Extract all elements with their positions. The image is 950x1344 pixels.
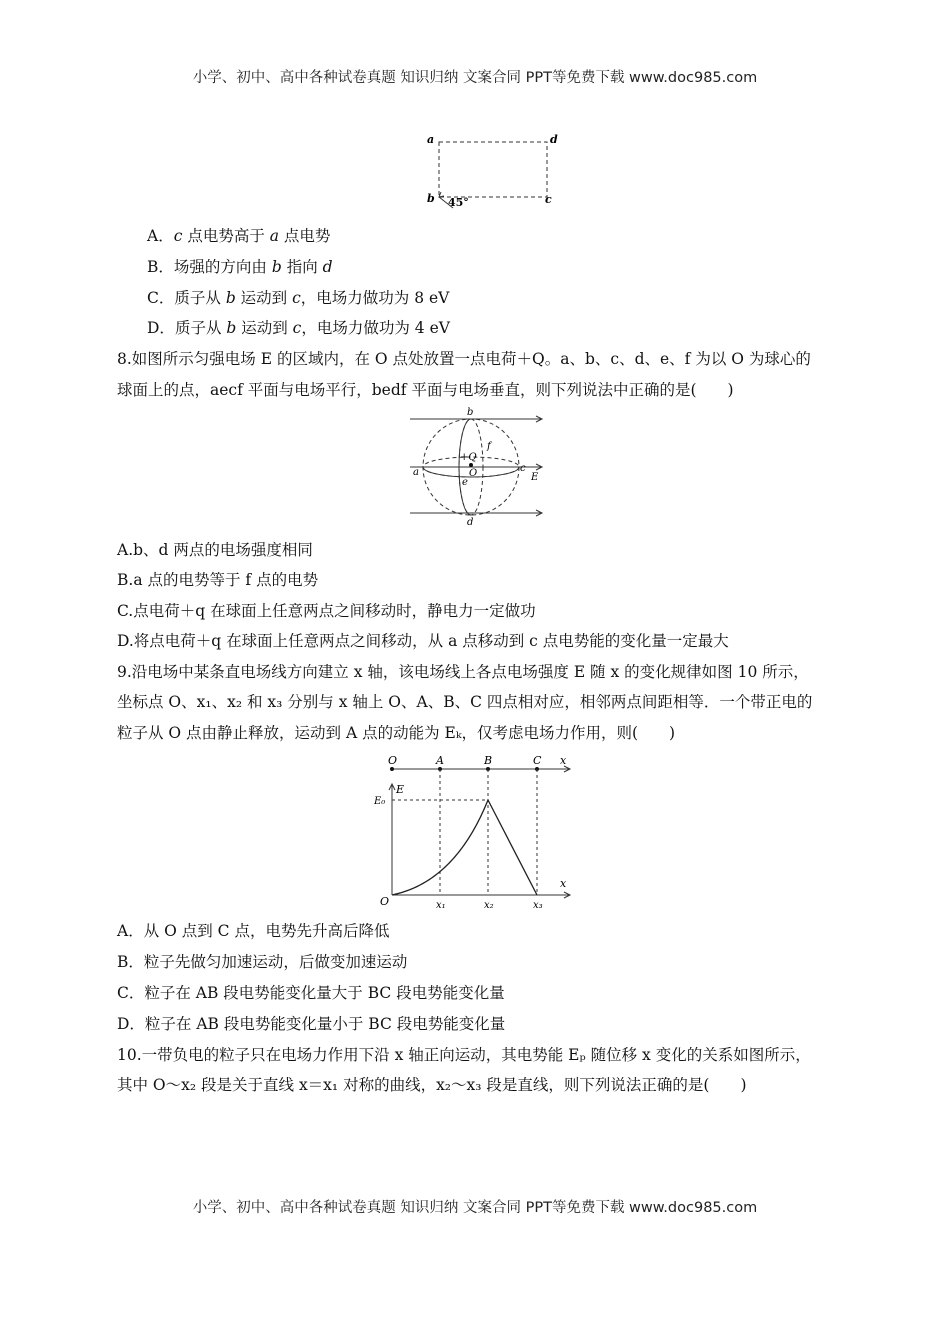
tick-x3: x₃ [533, 900, 543, 911]
axis-label-e: E [396, 783, 405, 796]
q7-option-b: B．场强的方向由 b 指向 d [147, 258, 333, 276]
label-c: c [545, 193, 552, 206]
angle-label: 45° [448, 196, 469, 209]
tick-x1: x₁ [436, 900, 446, 911]
label-b: b [467, 407, 474, 418]
q9-option-a: A．从 O 点到 C 点，电势先升高后降低 [117, 922, 390, 940]
q9-option-c: C．粒子在 AB 段电势能变化量大于 BC 段电势能变化量 [117, 984, 505, 1002]
q10-stem-line2: 其中 O～x₂ 段是关于直线 x＝x₁ 对称的曲线，x₂～x₃ 段是直线，则下列说法正确的是( ) [117, 1076, 747, 1094]
q9-stem-line2: 坐标点 O、x₁、x₂ 和 x₃ 分别与 x 轴上 O、A、B、C 四点相对应，相邻两点间距相等．一个带正电的 [117, 693, 813, 711]
top-label-a: A [436, 754, 444, 767]
q8-option-d: D.将点电荷＋q 在球面上任意两点之间移动，从 a 点移动到 c 点电势能的变化量一定最大 [117, 632, 729, 650]
q7-option-d: D．质子从 b 运动到 c，电场力做功为 4 eV [147, 319, 450, 337]
q9-stem-line3: 粒子从 O 点由静止释放，运动到 A 点的动能为 Eₖ，仅考虑电场力作用，则( ) [117, 724, 676, 742]
q8-option-c: C.点电荷＋q 在球面上任意两点之间移动时，静电力一定做功 [117, 602, 536, 620]
q9-stem-line1: 9.沿电场中某条直电场线方向建立 x 轴，该电场线上各点电场强度 E 随 x 的变化规律如图 10 所示， [117, 663, 809, 681]
page-header: 小学、初中、高中各种试卷真题 知识归纳 文案合同 PPT等免费下载 www.doc985.com [192, 70, 758, 86]
label-c: c [520, 463, 526, 474]
q8-option-b: B.a 点的电势等于 f 点的电势 [117, 571, 319, 589]
sphere-field-figure [405, 404, 550, 529]
q8-stem-line1: 8.如图所示匀强电场 E 的区域内，在 O 点处放置一点电荷＋Q。a、b、c、d、e、f 为以 O 为球心的 [117, 350, 811, 368]
label-f: f [487, 441, 491, 452]
label-a: a [427, 133, 435, 146]
q8-stem-line2: 球面上的点，aecf 平面与电场平行，bedf 平面与电场垂直，则下列说法中正确的是( ) [117, 381, 734, 399]
label-a: a [413, 467, 419, 478]
rectangle-abcd-figure [420, 128, 560, 213]
label-e: e [462, 477, 468, 488]
top-label-c: C [533, 754, 542, 767]
label-field-e: E [531, 472, 539, 483]
top-label-o: O [388, 754, 398, 767]
axis-label-o: O [380, 895, 390, 908]
q9-option-d: D．粒子在 AB 段电势能变化量小于 BC 段电势能变化量 [117, 1015, 506, 1033]
label-d: d [467, 517, 474, 528]
tick-x2: x₂ [484, 900, 494, 911]
label-b: b [427, 192, 435, 205]
axis-label-e0: E₀ [374, 796, 386, 807]
label-o: O [469, 468, 478, 479]
label-charge: +Q [460, 452, 477, 463]
top-label-x: x [560, 754, 567, 767]
q7-option-a: A．c 点电势高于 a 点电势 [147, 227, 331, 245]
page-footer: 小学、初中、高中各种试卷真题 知识归纳 文案合同 PPT等免费下载 www.doc985.com [192, 1200, 758, 1216]
q9-option-b: B．粒子先做匀加速运动，后做变加速运动 [117, 953, 408, 971]
axis-label-x: x [560, 877, 567, 890]
label-d: d [550, 133, 558, 146]
q10-stem-line1: 10.一带负电的粒子只在电场力作用下沿 x 轴正向运动，其电势能 Eₚ 随位移 x 变化的关系如图所示， [117, 1046, 811, 1064]
e-x-graph-figure [370, 752, 580, 912]
q8-option-a: A.b、d 两点的电场强度相同 [117, 541, 313, 559]
top-label-b: B [484, 754, 493, 767]
q7-option-c: C．质子从 b 运动到 c，电场力做功为 8 eV [147, 289, 450, 307]
